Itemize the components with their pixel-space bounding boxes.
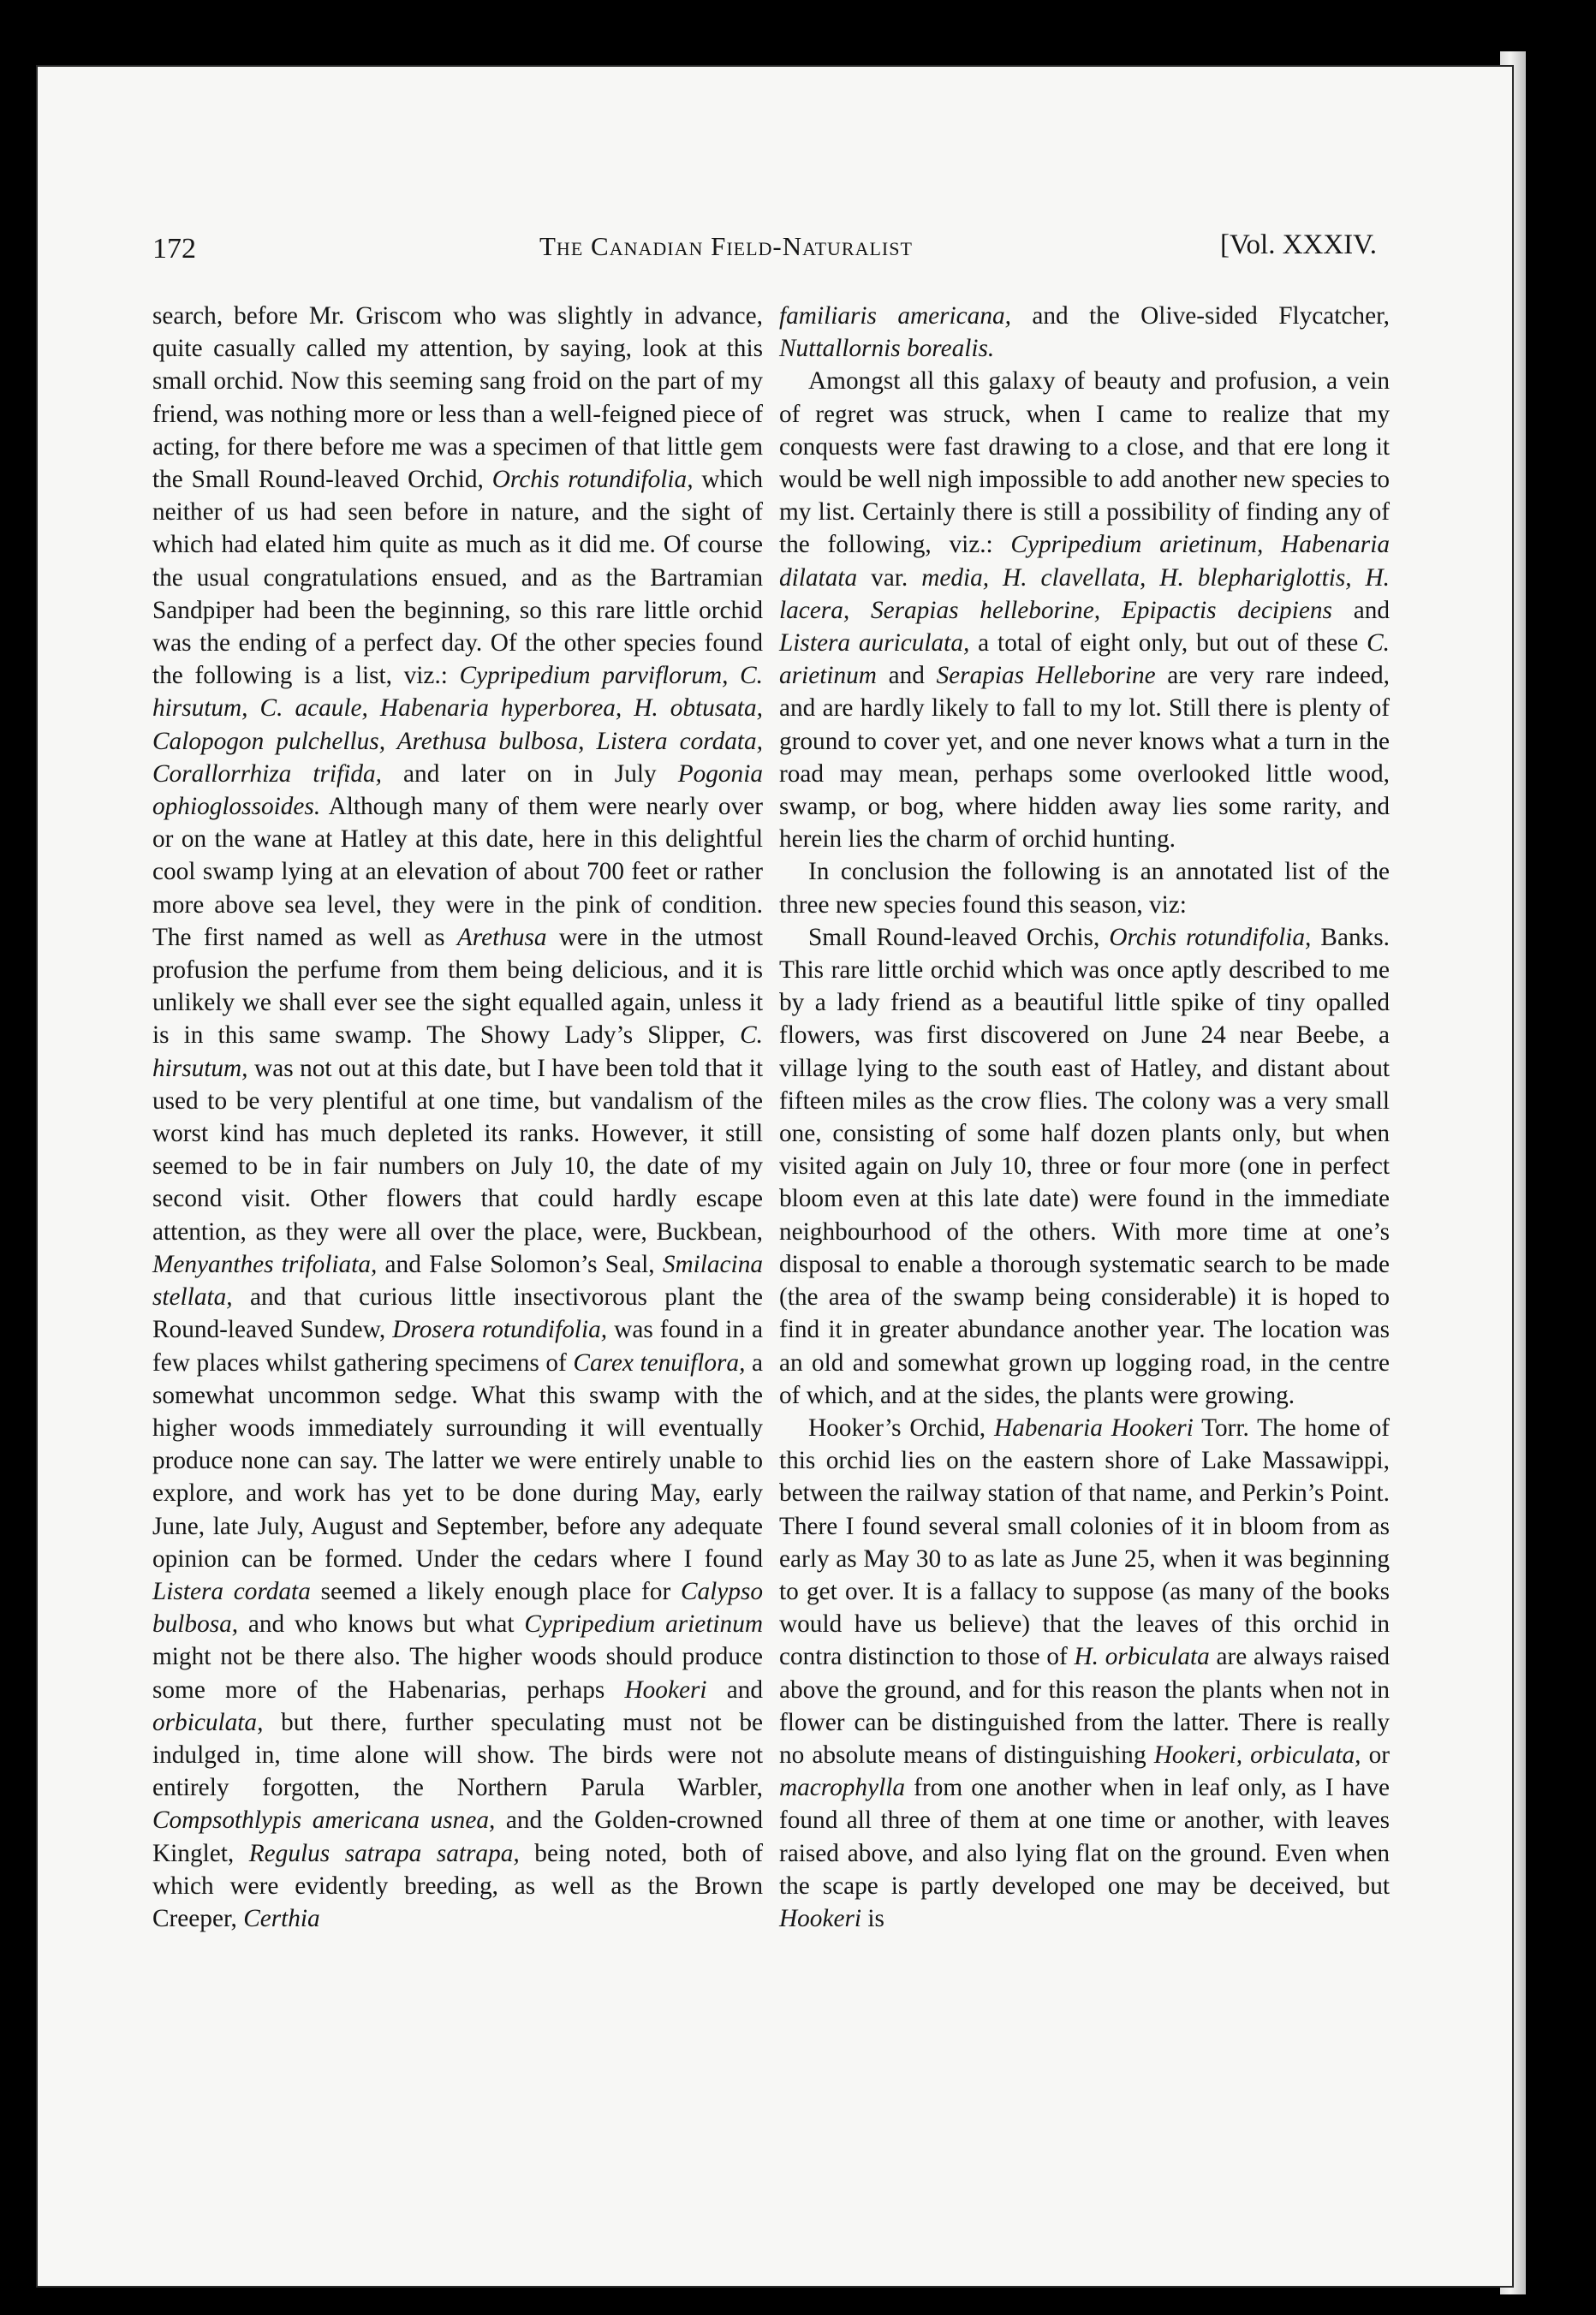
species-name: familiaris americana,: [779, 302, 1011, 330]
text-run: and the Golden-crowned Kinglet,: [152, 1806, 763, 1867]
species-name: Drosera rotundifolia,: [392, 1316, 608, 1344]
paragraph: [779, 365, 1390, 855]
species-name: Cypripedium arietinum, Habenaria dilatata: [779, 531, 1390, 592]
species-name: orbiculata,: [152, 1708, 264, 1736]
text-run: are very rare indeed, and are hardly likely to fall to my lot. Still there is plenty of ground to cover yet, and one never knows what a turn in the road may mean, perhaps some overlooked little wood, swamp, or bog, where hidden away lies some rarity, and herein lies the charm of orchid hunting.: [779, 662, 1390, 854]
text-run: seemed a likely enough place for: [310, 1577, 681, 1605]
species-name: Serapias Helleborine: [936, 662, 1156, 690]
text-run: and later on in July: [381, 759, 678, 788]
text-run: was found in a few places whilst gathering specimens of: [152, 1316, 764, 1377]
species-name: Listera auriculata,: [779, 629, 970, 658]
species-name: Orchis rotundifolia,: [491, 466, 694, 494]
paragraph: [779, 1412, 1390, 1935]
text-run: from one another when in leaf only, as I have found all three of them at one time or another, with leaves raised above, and also lying flat on the ground. Even when the scape is partly developed one may be deceived, but: [779, 1774, 1390, 1900]
species-name: macrophylla: [779, 1774, 905, 1802]
text-run: might not be there also. The higher woods should produce some more of the Habenarias, perhaps: [152, 1643, 763, 1704]
species-name: Compsothlypis americana usnea,: [152, 1806, 496, 1835]
text-run: Banks. This rare little orchid which was once aptly described to me by a lady friend as a beautiful little spike of tiny opalled flowers, was first discovered on June 24 near Beebe, a village lying to the south east of Hatley, and distant about fifteen miles as the crow flies. The colony was a very small one, consisting of some half dozen plants only, but when visited again on July 10, three or four more (one in perfect bloom even at this late date) were found in the immediate neighbourhood of the others. With more time at one’s disposal to enable a thorough systematic search to be made (the area of the swamp being considerable) it is hoped to find it in greater abundance another year. The location was an old and somewhat grown up logging road, in the centre of which, and at the sides, the plants were growing.: [779, 923, 1390, 1409]
text-run: or: [1361, 1741, 1390, 1769]
text-run: a somewhat uncommon sedge. What this swamp with the higher woods immediately surrounding it will eventually produce none can say. The latter we were entirely unable to explore, and work has yet to be done during May, early June, late July, August and September, before any adequate opinion can be formed. Under the cedars where I found: [152, 1348, 764, 1573]
paragraph: [779, 300, 1390, 365]
species-name: Regulus satrapa satrapa,: [248, 1839, 520, 1867]
paragraph: [779, 855, 1390, 920]
text-run: and: [706, 1675, 763, 1704]
species-name: media, H. clavellata, H. blephariglottis, H. lacera, Serapias helleborine, Epipactis decipiens: [779, 563, 1391, 624]
text-run: Although many of them were nearly over or on the wane at Hatley at this date, here in this delightful cool swamp lying at an elevation of about 700 feet or rather more above sea level, they were in the pink of condition. The first named as well as: [152, 793, 763, 951]
species-name: C. arietinum: [779, 629, 1390, 690]
right-column: [779, 300, 1390, 1935]
text-run: Amongst all this galaxy of beauty and profusion, a vein of regret was struck, when I came to realize that my conquests were fast drawing to a close, and that ere long it would be well nigh impossible to add another new species to my list. Certainly there is still a possibility of finding any of the following, viz.:: [779, 367, 1390, 559]
text-run: and: [1331, 596, 1390, 624]
species-name: Orchis rotundifolia,: [1109, 923, 1312, 951]
text-run: Small Round-leaved Orchis,: [808, 923, 1110, 951]
text-run: search, before Mr. Griscom who was slightly in advance, quite casually called my attention, by saying, look at this small orchid. Now this seeming sang froid on the part of my friend, was nothing more or less than a well-feigned piece of acting, for there before me was a specimen of that little gem the Small Round-leaved Orchid,: [152, 302, 763, 494]
species-name: Habenaria Hookeri: [993, 1413, 1194, 1442]
species-name: Menyanthes trifoliata,: [152, 1250, 378, 1278]
text-run: and who knows but what: [238, 1610, 525, 1639]
text-run: Hooker’s Orchid,: [808, 1413, 994, 1442]
text-run: being noted, both of which were evidently breeding, as well as the Brown Creeper,: [152, 1839, 763, 1932]
volume-label: [Vol. XXXIV.: [1219, 229, 1377, 260]
journal-title: The Canadian Field-Naturalist: [539, 231, 913, 261]
species-name: Listera cordata: [152, 1577, 311, 1605]
species-name: Arethusa: [456, 923, 547, 951]
paragraph: [152, 300, 763, 1935]
species-name: Hookeri, orbiculata,: [1153, 1741, 1361, 1769]
running-header: [152, 229, 1377, 284]
species-name: Certhia: [243, 1904, 320, 1932]
species-name: Cypripedium arietinum: [524, 1610, 763, 1639]
paragraph: [779, 921, 1390, 1412]
species-name: Hookeri: [779, 1904, 862, 1932]
text-run: and that curious little insectivorous plant the Round-leaved Sundew,: [152, 1283, 763, 1344]
species-name: Pogonia ophioglossoides.: [152, 759, 763, 821]
species-name: Calypso bulbosa,: [152, 1577, 763, 1639]
species-name: Smilacina stellata,: [152, 1250, 763, 1312]
text-run: Torr. The home of this orchid lies on the eastern shore of Lake Massawippi, between the railway station of that name, and Perkin’s Point. There I found several small colonies of it in bloom from as early as May 30 to as late as June 25, when it was beginning to get over. It is a fallacy to suppose (as many of the books would have us believe) that the leaves of this orchid in contra distinction to those of: [779, 1413, 1390, 1671]
text-run: a total of eight only, but out of these: [969, 629, 1367, 658]
text-run: In conclusion the following is an annotated list of the three new species found this season, viz:: [779, 858, 1390, 919]
text-run: but there, further speculating must not be indulged in, time alone will show. The birds were not entirely forgotten, the Northern Parula Warbler,: [152, 1708, 763, 1802]
text-run: was not out at this date, but I have been told that it used to be very plentiful at one time, but vandalism of the worst kind has much depleted its ranks. However, it still seemed to be in fair numbers on July 10, the date of my second visit. Other flowers that could hardly escape attention, as they were all over the place, were, Buckbean,: [152, 1054, 763, 1246]
text-run: and False Solomon’s Seal,: [377, 1250, 663, 1278]
text-run: is: [861, 1904, 884, 1932]
text-run: var.: [857, 563, 922, 592]
species-name: H. orbiculata: [1074, 1643, 1210, 1671]
left-column: [152, 300, 763, 1935]
page-number: 172: [152, 233, 196, 265]
species-name: Nuttallornis borealis.: [779, 335, 995, 363]
text-run: were in the utmost profusion the perfume from them being delicious, and it is unlikely we shall ever see the sight equalled again, unless it is in this same swamp. The Showy Lady’s Slipper,: [152, 923, 764, 1050]
text-run: are always raised above the ground, and for this reason the plants when not in flower can be distinguished from the latter. There is really no absolute means of distinguishing: [779, 1643, 1390, 1769]
species-name: Cypripedium parviflorum, C. hirsutum, C. acaule, Habenaria hyperborea, H. obtusata, Calopogon pulchellus, Arethusa bulbosa, Listera cordata, Corallorrhiza trifida,: [152, 662, 764, 788]
text-run: and the Olive-sided Flycatcher,: [1010, 302, 1390, 330]
species-name: Hookeri: [624, 1675, 707, 1704]
text-run: which neither of us had seen before in nature, and the sight of which had elated him quite as much as it did me. Of course the usual congratulations ensued, and as the Bartramian Sandpiper had been the beginning, so this rare little orchid was the ending of a perfect day. Of the other species found the following is a list, viz.:: [152, 466, 764, 690]
species-name: Carex tenuiflora,: [573, 1348, 746, 1377]
species-name: C. hirsutum,: [152, 1021, 763, 1082]
text-run: and: [876, 662, 937, 690]
